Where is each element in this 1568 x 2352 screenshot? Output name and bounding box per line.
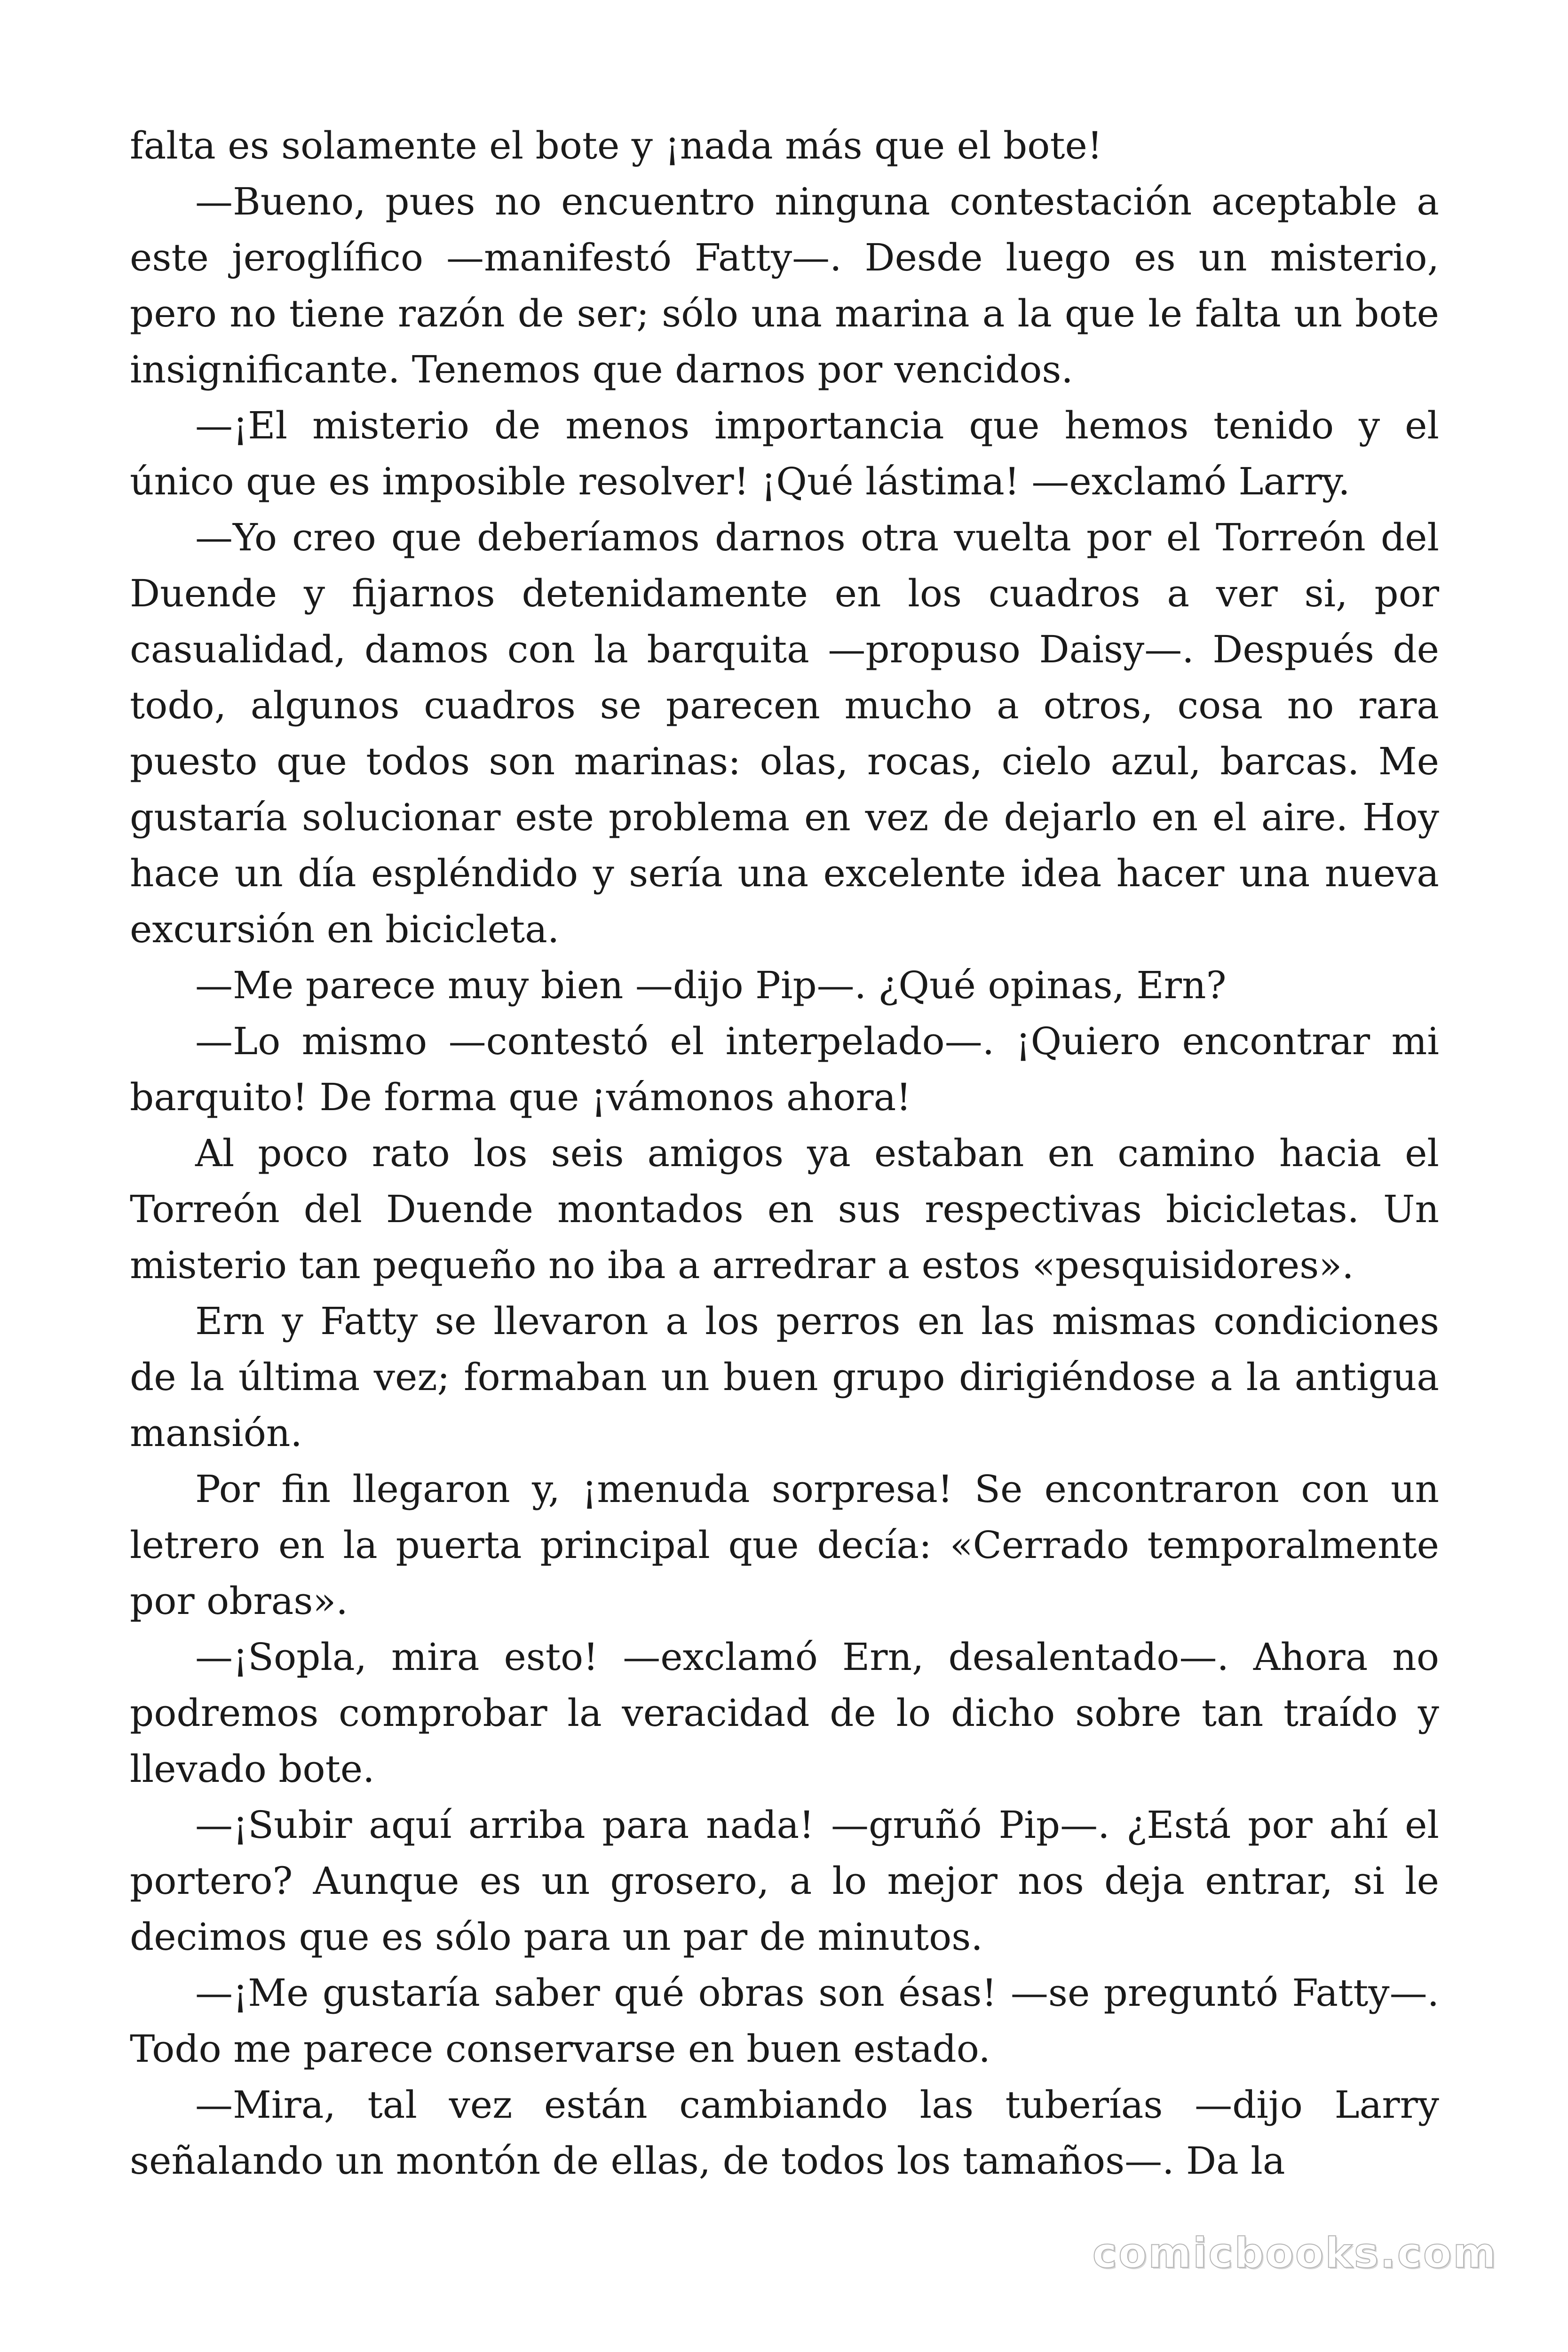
paragraph-9: Por fin llegaron y, ¡menuda sorpresa! Se encontraron con un letrero en la puerta principal que decía: «Cerrado temporalmente por obras».: [130, 1467, 1439, 1623]
paragraph-1: falta es solamente el bote y ¡nada más que el bote!: [130, 124, 1103, 167]
paragraph-6: —Lo mismo —contestó el interpelado—. ¡Quiero encontrar mi barquito! De forma que ¡vámonos ahora!: [130, 1019, 1439, 1119]
watermark: comicbooks.com: [1092, 2229, 1497, 2277]
paragraph-11: —¡Subir aquí arriba para nada! —gruñó Pip—. ¿Está por ahí el portero? Aunque es un grosero, a lo mejor nos deja entrar, si le decimos que es sólo para un par de minutos.: [130, 1803, 1439, 1959]
paragraph-3: —¡El misterio de menos importancia que hemos tenido y el único que es imposible resolver! ¡Qué lástima! —exclamó Larry.: [130, 404, 1439, 503]
paragraph-12: —¡Me gustaría saber qué obras son ésas! —se preguntó Fatty—. Todo me parece conservarse en buen estado.: [130, 1971, 1439, 2071]
paragraph-8: Ern y Fatty se llevaron a los perros en las mismas condiciones de la última vez; formaban un buen grupo dirigiéndose a la antigua mansión.: [130, 1299, 1439, 1455]
paragraph-4: —Yo creo que deberíamos darnos otra vuelta por el Torreón del Duende y fijarnos detenidamente en los cuadros a ver si, por casualidad, damos con la barquita —propuso Daisy—. Después de todo, algunos cuadros se parecen mucho a otros, cosa no rara puesto que todos son marinas: olas, rocas, cielo azul, barcas. Me gustaría solucionar este problema en vez de dejarlo en el aire. Hoy hace un día espléndido y sería una excelente idea hacer una nueva excursión en bicicleta.: [130, 516, 1439, 951]
paragraph-2: —Bueno, pues no encuentro ninguna contestación aceptable a este jeroglífico —manifestó Fatty—. Desde luego es un misterio, pero no tiene razón de ser; sólo una marina a la que le falta un bote insignificante. Tenemos que darnos por vencidos.: [130, 180, 1439, 391]
paragraph-7: Al poco rato los seis amigos ya estaban en camino hacia el Torreón del Duende montados en sus respectivas bicicletas. Un misterio tan pequeño no iba a arredrar a estos «pesquisidores».: [130, 1131, 1439, 1287]
paragraph-10: —¡Sopla, mira esto! —exclamó Ern, desalentado—. Ahora no podremos comprobar la veracidad de lo dicho sobre tan traído y llevado bote.: [130, 1635, 1439, 1791]
body-text: [130, 118, 1439, 2189]
paragraph-5: —Me parece muy bien —dijo Pip—. ¿Qué opinas, Ern?: [195, 963, 1227, 1007]
paragraph-13: —Mira, tal vez están cambiando las tuberías —dijo Larry señalando un montón de ellas, de todos los tamaños—. Da la: [130, 2083, 1439, 2183]
